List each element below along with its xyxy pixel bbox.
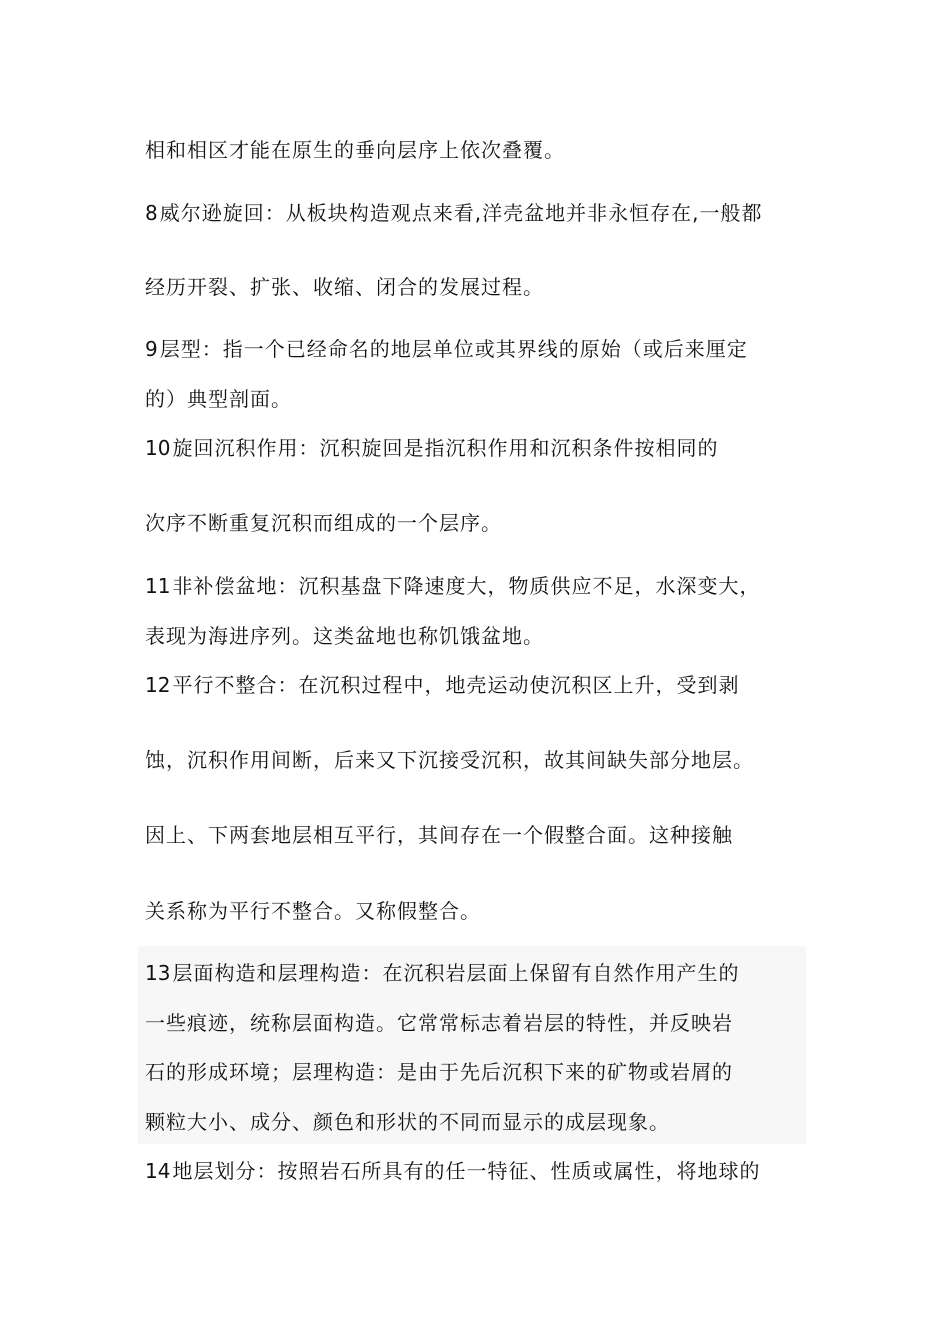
- text-line: 14 地层划分：按照岩石所具有的任一特征、性质或属性，将地球的: [145, 1159, 761, 1183]
- text-line: 的）典型剖面。: [145, 387, 292, 411]
- text-line: 关系称为平行不整合。又称假整合。: [145, 899, 481, 923]
- text-line: 颗粒大小、成分、颜色和形状的不同而显示的成层现象。: [145, 1110, 670, 1134]
- text-line: 11 非补偿盆地：沉积基盘下降速度大，物质供应不足，水深变大，: [145, 574, 761, 598]
- term-number: 13: [145, 961, 171, 985]
- text-line: 一些痕迹，统称层面构造。它常常标志着岩层的特性，并反映岩: [145, 1011, 733, 1035]
- text-line: 12 平行不整合：在沉积过程中，地壳运动使沉积区上升，受到剥: [145, 673, 740, 697]
- text-line: 8 威尔逊旋回：从板块构造观点来看,洋壳盆地并非永恒存在,一般都: [145, 201, 763, 225]
- text-line: 9 层型：指一个已经命名的地层单位或其界线的原始（或后来厘定: [145, 337, 748, 361]
- text-line: 石的形成环境；层理构造：是由于先后沉积下来的矿物或岩屑的: [145, 1060, 733, 1084]
- text-line: 10 旋回沉积作用：沉积旋回是指沉积作用和沉积条件按相同的: [145, 436, 719, 460]
- text-line: 因上、下两套地层相互平行，其间存在一个假整合面。这种接触: [145, 823, 733, 847]
- term-number: 9: [145, 337, 158, 361]
- term-number: 14: [145, 1159, 171, 1183]
- text-line: 相和相区才能在原生的垂向层序上依次叠覆。: [145, 138, 565, 162]
- term-number: 8: [145, 201, 158, 225]
- text-line: 次序不断重复沉积而组成的一个层序。: [145, 511, 502, 535]
- text-line: 经历开裂、扩张、收缩、闭合的发展过程。: [145, 275, 544, 299]
- term-number: 11: [145, 574, 171, 598]
- term-number: 10: [145, 436, 171, 460]
- term-number: 12: [145, 673, 171, 697]
- text-line: 13 层面构造和层理构造：在沉积岩层面上保留有自然作用产生的: [145, 961, 740, 985]
- text-line: 表现为海进序列。这类盆地也称饥饿盆地。: [145, 624, 544, 648]
- text-line: 蚀，沉积作用间断，后来又下沉接受沉积，故其间缺失部分地层。: [145, 748, 754, 772]
